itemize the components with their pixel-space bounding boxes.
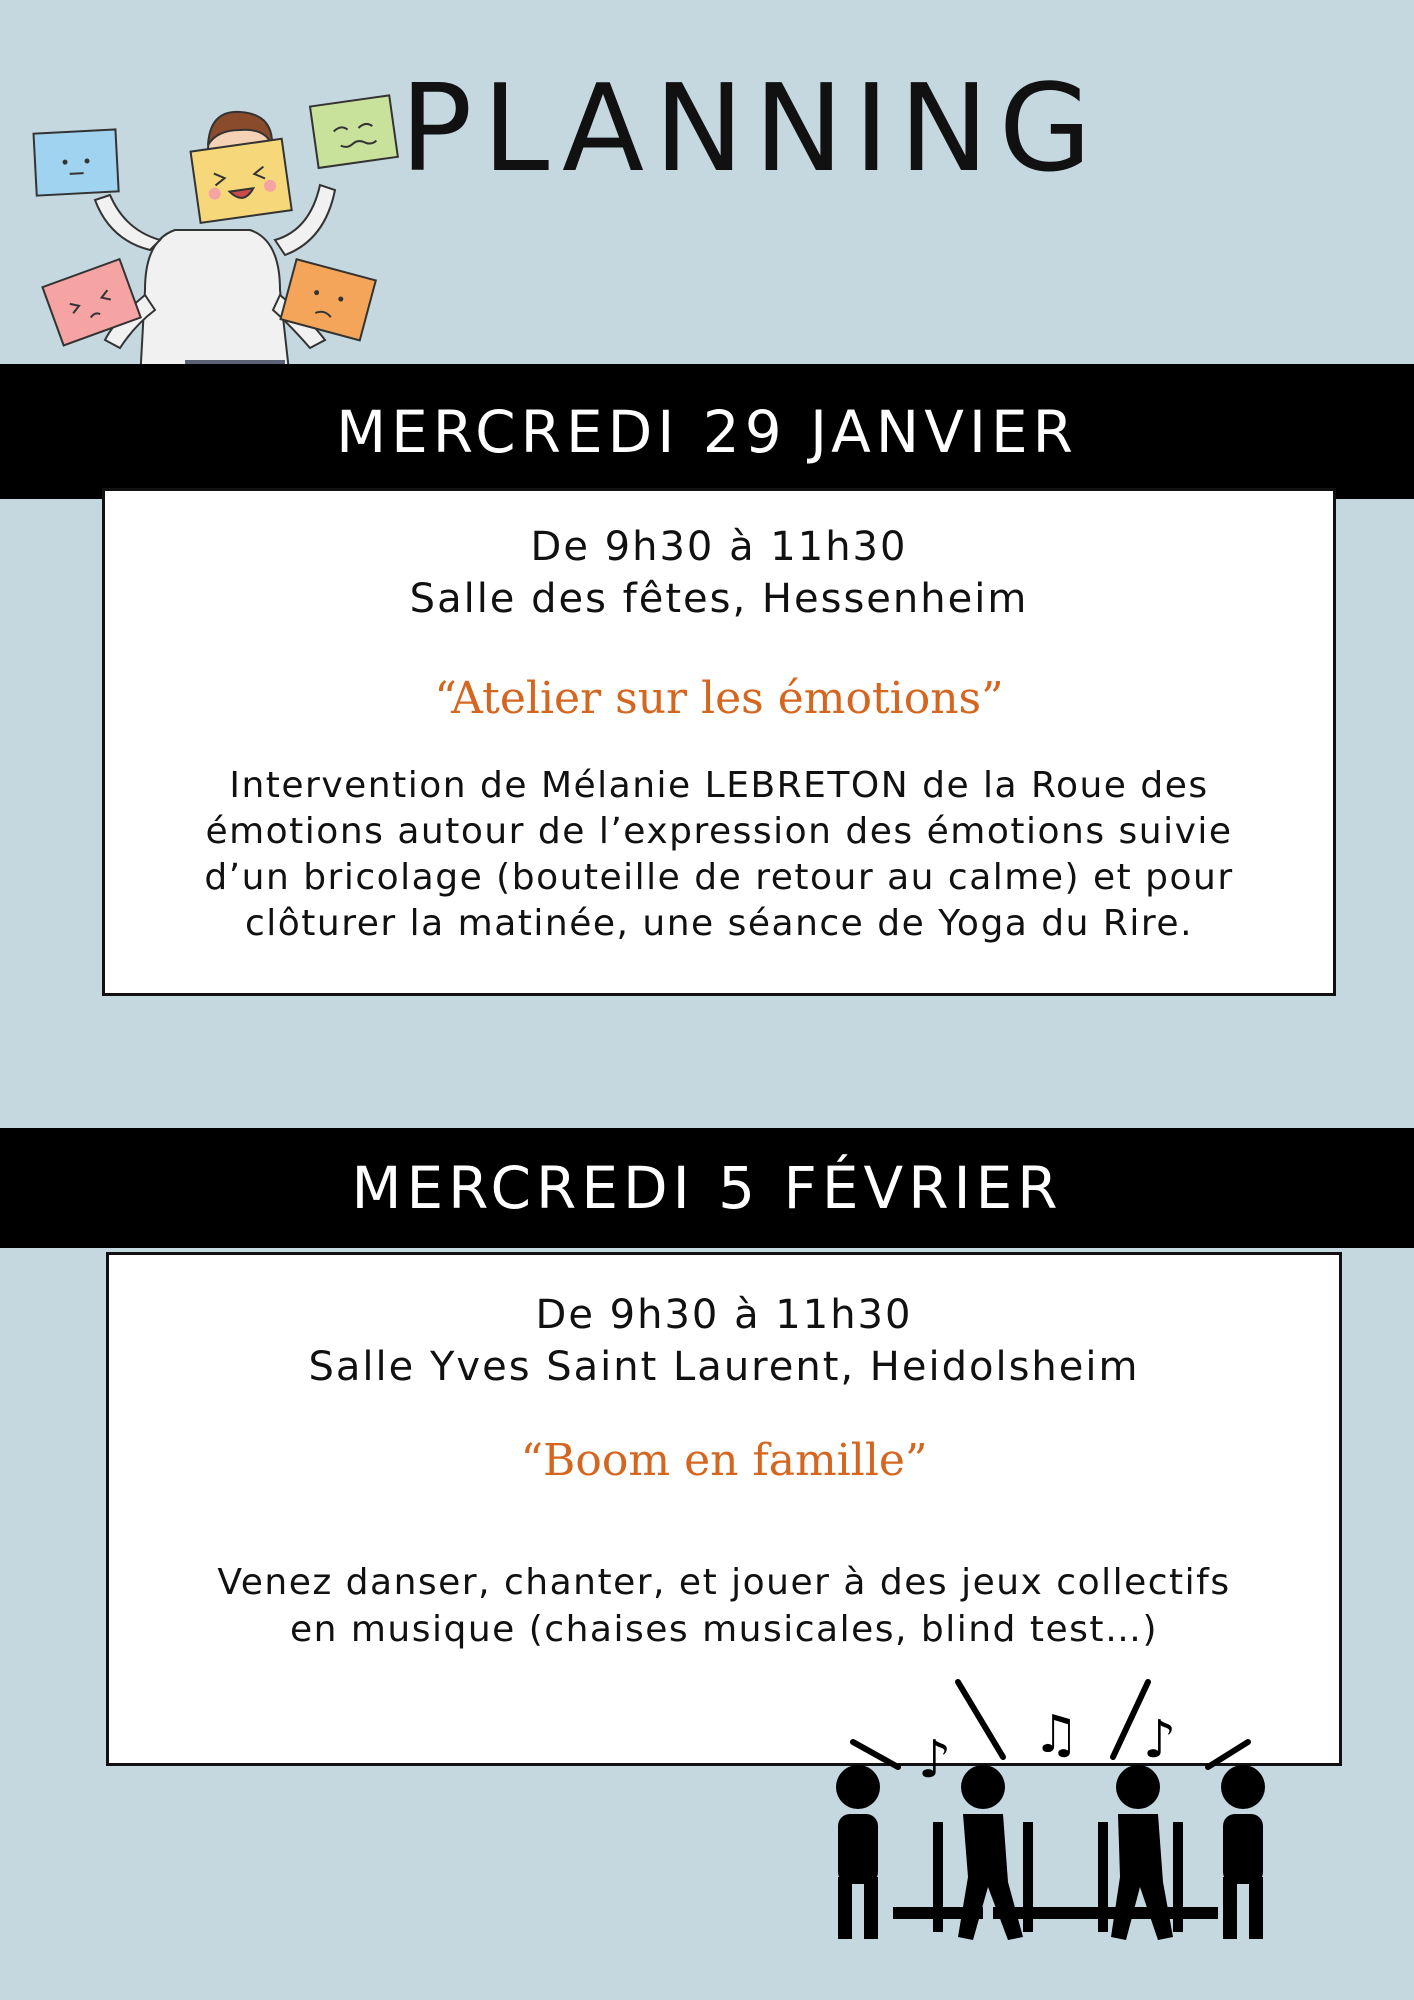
svg-text:♫: ♫ (1033, 1705, 1080, 1765)
event-1-card (102, 488, 1336, 996)
event-1-title: “Atelier sur les émotions” (434, 673, 1004, 724)
svg-text:♪: ♪ (1143, 1710, 1177, 1770)
page-title: PLANNING (400, 60, 1102, 199)
event-1-description-line: d’un bricolage (bouteille de retour au calme) et pour (204, 857, 1234, 898)
svg-text:♪: ♪ (918, 1730, 952, 1790)
musical-chairs-icon (808, 1672, 1308, 1942)
emotions-illustration (25, 90, 405, 390)
event-1-description-line: émotions autour de l’expression des émotions suivie (205, 811, 1233, 852)
event-1-time: De 9h30 à 11h30 (530, 524, 908, 570)
event-2-description-line: en musique (chaises musicales, blind test…) (289, 1609, 1159, 1650)
event-1-description-line: clôturer la matinée, une séance de Yoga du Rire. (244, 903, 1194, 944)
event-1-date: MERCREDI 29 JANVIER (336, 397, 1078, 466)
event-1-location: Salle des fêtes, Hessenheim (409, 576, 1029, 622)
event-2-location: Salle Yves Saint Laurent, Heidolsheim (308, 1344, 1140, 1390)
event-2-date-banner (0, 1128, 1414, 1248)
event-2-time: De 9h30 à 11h30 (535, 1292, 913, 1338)
event-2-description-line: Venez danser, chanter, et jouer à des jeux collectifs (217, 1562, 1231, 1603)
event-2-title: “Boom en famille” (520, 1435, 928, 1486)
event-1-date-banner (0, 364, 1414, 499)
event-2-date: MERCREDI 5 FÉVRIER (351, 1154, 1063, 1222)
event-1-description-line: Intervention de Mélanie LEBRETON de la Roue des (229, 765, 1209, 806)
